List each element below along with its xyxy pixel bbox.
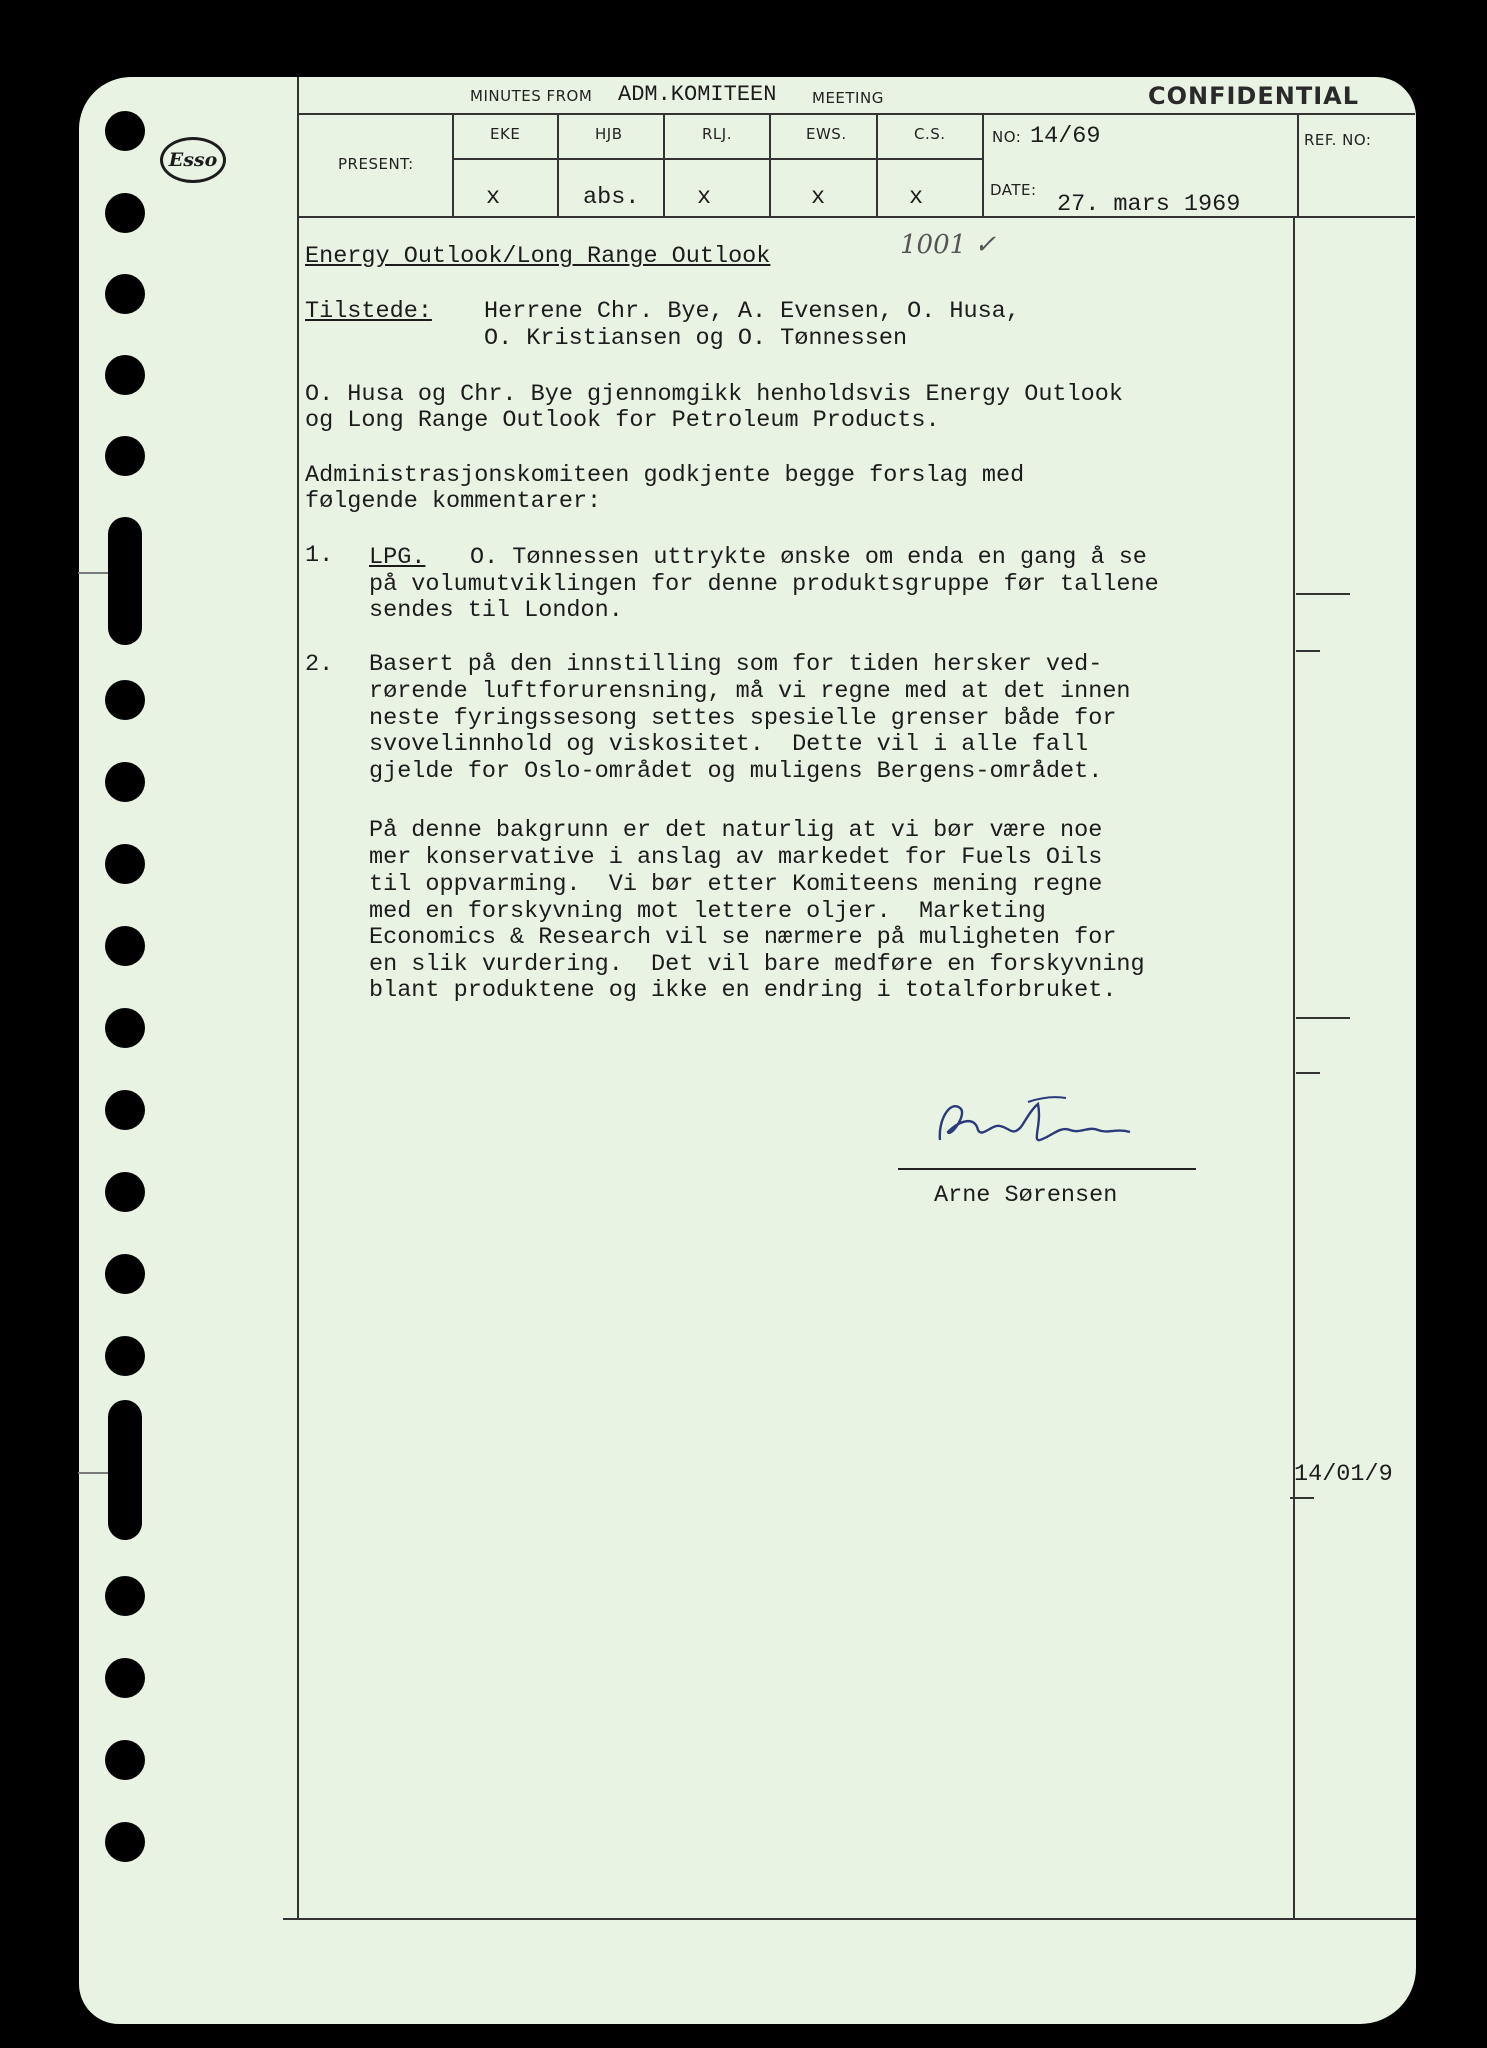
margin-mark: [1296, 1017, 1350, 1019]
committee-name: ADM.KOMITEEN: [618, 82, 777, 107]
attendee-mark: x: [486, 184, 501, 211]
item-line: sendes til London.: [369, 597, 623, 624]
approval-line: følgende kommentarer:: [305, 488, 602, 515]
attendee-code: RLJ.: [702, 125, 732, 143]
handwritten-note: 1001 ✓: [900, 230, 997, 260]
paragraph-line: Economics & Research vil se nærmere på muligheten for: [369, 924, 1117, 951]
item-line: Basert på den innstilling som for tiden hersker ved-: [369, 651, 1103, 678]
attendee-code: HJB: [595, 125, 623, 143]
item-line: O. Tønnessen uttrykte ønske om enda en gang å se: [470, 544, 1147, 571]
paragraph-line: med en forskyvning mot lettere oljer. Marketing: [369, 898, 1046, 925]
reference-code: 14/01/9: [1294, 1461, 1393, 1488]
item-number: 1.: [305, 542, 334, 569]
document-page: [79, 77, 1416, 2024]
date-label: DATE:: [990, 181, 1037, 199]
margin-mark: [1290, 1497, 1314, 1499]
item-line: gjelde for Oslo-området og muligens Bergens-området.: [369, 758, 1103, 785]
margin-mark: [1296, 650, 1320, 652]
attendee-mark: abs.: [583, 184, 640, 211]
item-number: 2.: [305, 651, 334, 678]
signature-line: [898, 1168, 1196, 1170]
number-value: 14/69: [1030, 123, 1101, 150]
item-line: neste fyringssesong settes spesielle grenser både for: [369, 705, 1117, 732]
item-line: på volumutviklingen for denne produktsgruppe før tallene: [369, 571, 1159, 598]
item-line: svovelinnhold og viskositet. Dette vil i alle fall: [369, 731, 1089, 758]
margin-mark: [1296, 593, 1350, 595]
number-label: NO:: [992, 128, 1022, 146]
attendee-mark: x: [697, 184, 712, 211]
present-line: Herrene Chr. Bye, A. Evensen, O. Husa,: [484, 298, 1020, 325]
paragraph-line: På denne bakgrunn er det naturlig at vi bør være noe: [369, 817, 1103, 844]
esso-logo: Esso: [160, 137, 226, 183]
document-title: Energy Outlook/Long Range Outlook: [305, 243, 771, 270]
attendee-mark: x: [909, 184, 924, 211]
present-line: O. Kristiansen og O. Tønnessen: [484, 325, 908, 352]
approval-line: Administrasjonskomiteen godkjente begge forslag med: [305, 462, 1025, 489]
ref-label: REF. NO:: [1304, 131, 1372, 149]
signature-name: Arne Sørensen: [934, 1182, 1118, 1209]
item-line: rørende luftforurensning, må vi regne med at det innen: [369, 678, 1131, 705]
intro-line: og Long Range Outlook for Petroleum Products.: [305, 407, 940, 434]
paragraph-line: en slik vurdering. Det vil bare medføre en forskyvning: [369, 951, 1145, 978]
paragraph-line: mer konservative i anslag av markedet for Fuels Oils: [369, 844, 1103, 871]
minutes-from-label: MINUTES FROM: [470, 87, 593, 105]
paragraph-line: til oppvarming. Vi bør etter Komiteens mening regne: [369, 871, 1103, 898]
confidential-label: CONFIDENTIAL: [1148, 82, 1359, 110]
meeting-label: MEETING: [812, 89, 884, 107]
margin-mark: [1296, 1072, 1320, 1074]
intro-line: O. Husa og Chr. Bye gjennomgikk henholdsvis Energy Outlook: [305, 381, 1123, 408]
handwritten-signature: [920, 1080, 1160, 1160]
date-value: 27. mars 1969: [1057, 191, 1241, 218]
attendee-code: C.S.: [914, 125, 946, 143]
present-heading: Tilstede:: [305, 298, 432, 325]
attendee-code: EKE: [490, 125, 521, 143]
attendee-code: EWS.: [806, 125, 847, 143]
attendee-mark: x: [811, 184, 826, 211]
paragraph-line: blant produktene og ikke en endring i totalforbruket.: [369, 977, 1117, 1004]
item-heading: LPG.: [369, 544, 426, 571]
present-label: PRESENT:: [338, 155, 414, 173]
